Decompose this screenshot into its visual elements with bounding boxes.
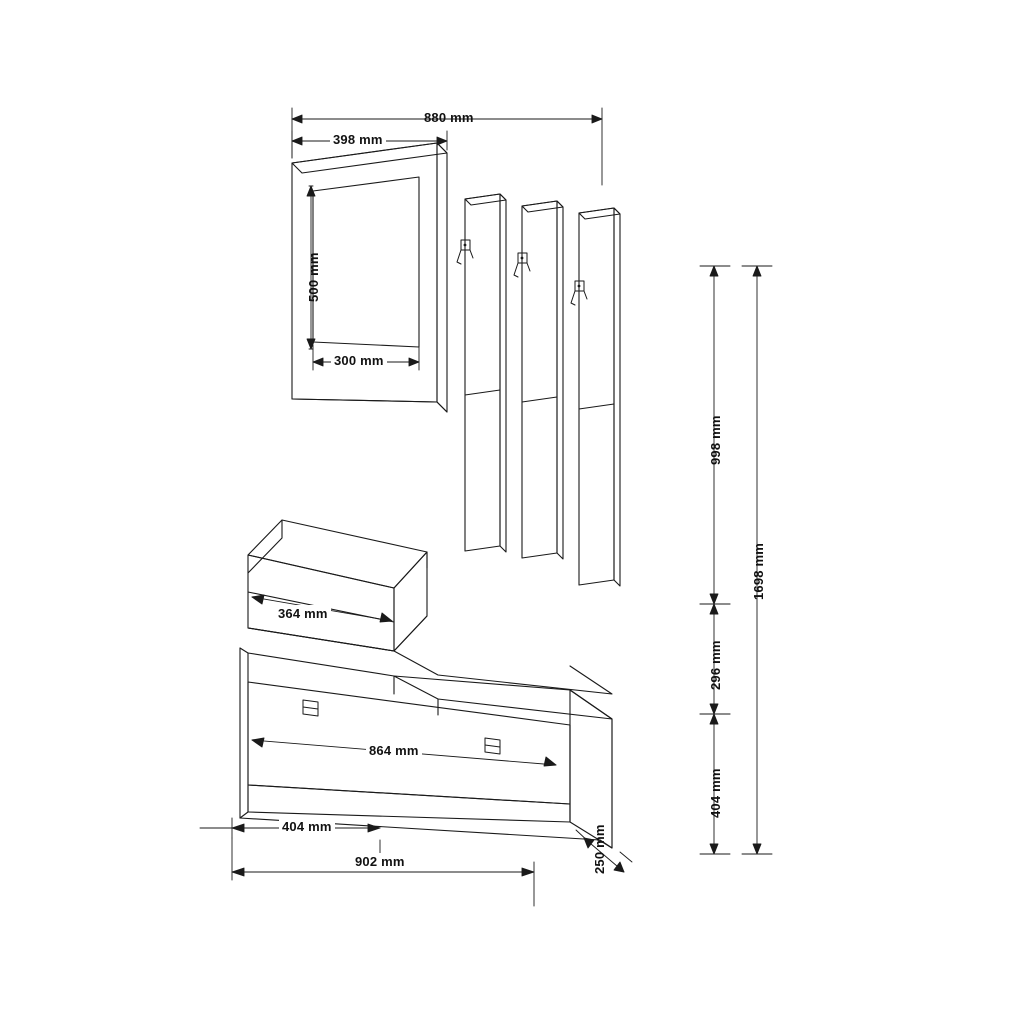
dim-label-cabinet-overall-width: 902 mm xyxy=(352,853,408,870)
dim-label-overall-width: 880 mm xyxy=(424,110,474,125)
dim-label-cabinet-top-width: 404 mm xyxy=(279,818,335,835)
dim-label-drawer-width: 364 mm xyxy=(275,605,331,622)
dimension-lines xyxy=(200,108,772,906)
dim-label-cabinet-lower-height: 404 mm xyxy=(708,768,723,818)
dim-label-total-height: 1698 mm xyxy=(751,542,766,600)
dim-label-mirror-width: 300 mm xyxy=(331,352,387,369)
dim-label-rack-height: 998 mm xyxy=(708,415,723,465)
dim-label-mirror-panel-width: 398 mm xyxy=(330,131,386,148)
coat-rack-panels-shape xyxy=(465,194,620,586)
dim-label-cabinet-upper-height: 296 mm xyxy=(708,640,723,690)
shoe-cabinet-shape xyxy=(240,520,612,848)
dim-label-cabinet-depth: 250 mm xyxy=(592,824,607,874)
dim-label-flap-width: 864 mm xyxy=(366,742,422,759)
dim-label-mirror-height: 500 mm xyxy=(306,252,321,302)
